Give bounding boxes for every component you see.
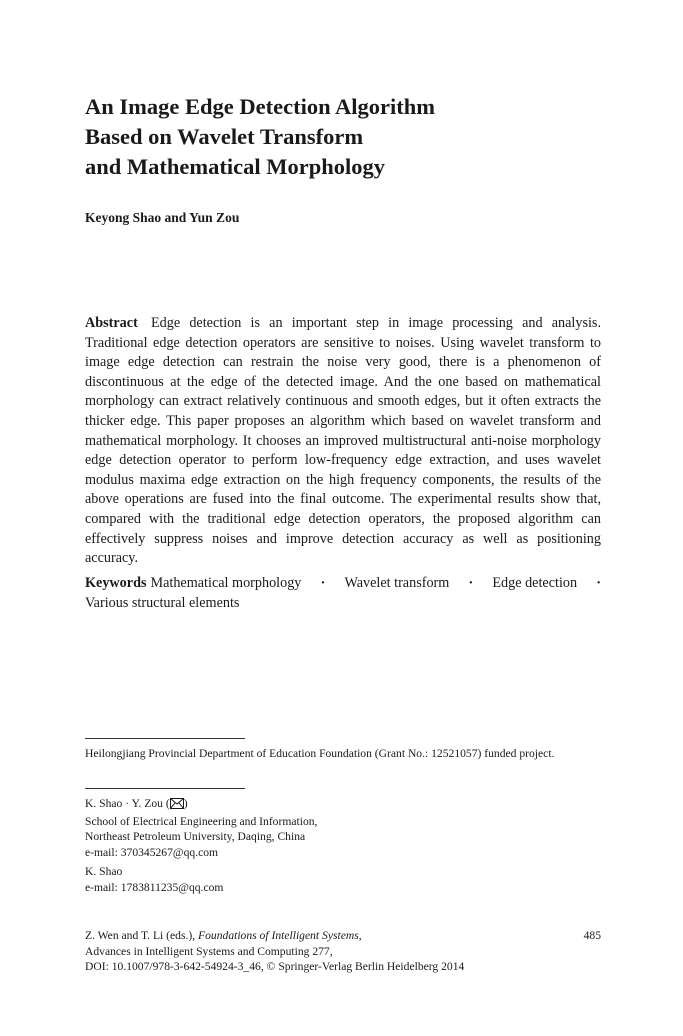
- affiliation-block: [85, 796, 601, 860]
- page-number: 485: [583, 929, 601, 942]
- keyword-separator: ·: [320, 575, 326, 591]
- keyword-item: Various structural elements: [85, 594, 240, 611]
- title-line-3: and Mathematical Morphology: [85, 154, 385, 179]
- authors: Keyong Shao and Yun Zou: [85, 210, 240, 225]
- citation-book: Foundations of Intelligent Systems: [198, 929, 359, 942]
- affiliation-line: School of Electrical Engineering and Information,: [85, 814, 318, 828]
- author-names: K. Shao · Y. Zou (: [85, 797, 170, 810]
- keyword-separator: ·: [468, 575, 474, 591]
- citation-row: [85, 928, 601, 944]
- author-name: K. Shao: [85, 865, 123, 878]
- citation-series: Advances in Intelligent Systems and Computing 277,: [85, 944, 333, 958]
- email: e-mail: 370345267@qq.com: [85, 845, 219, 859]
- citation-block: [85, 928, 601, 975]
- keyword-item: Edge detection: [492, 575, 578, 591]
- abstract-text: Edge detection is an important step in image processing and analysis. Traditional edge detection operators are sensitive to noises. Using wavelet transform to image edge detection can restrain the noise very good, there is a phenomenon of discontinuous at the edge of the detected image. And the one based on mathematical morphology can extract relatively continuous and smooth edges, but it often extracts the thicker edge. This paper proposes an algorithm which based on wavelet transform and mathematical morphology. It chooses an improved multistructural anti-noise morphology edge detection operator to perform low-frequency edge extraction, and uses wavelet modulus maxima edge extraction on the high frequency components, the results of the above operations are fused into the final outcome. The experimental results show that, compared with the traditional edge detection operators, the proposed algorithm can effectively suppress noises and improve detection accuracy as well as positioning accuracy.: [85, 315, 601, 567]
- keyword-separator: ·: [596, 575, 601, 591]
- keywords-row: [85, 574, 601, 594]
- funding-note: Heilongjiang Provincial Department of Education Foundation (Grant No.: 12521057) funded project.: [85, 747, 555, 760]
- abstract: [85, 314, 601, 569]
- citation-doi: DOI: 10.1007/978-3-642-54924-3_46, © Springer-Verlag Berlin Heidelberg 2014: [85, 960, 465, 974]
- affiliation-block-2: [85, 864, 601, 895]
- abstract-label: Abstract: [85, 315, 138, 331]
- keywords: [85, 574, 601, 613]
- envelope-icon: [170, 798, 184, 814]
- footnote-divider: [85, 738, 245, 739]
- citation-editors: Z. Wen and T. Li (eds.),: [85, 929, 199, 942]
- affiliation-divider: [85, 788, 245, 789]
- keywords-label: Keywords: [85, 575, 147, 591]
- keyword-item: Wavelet transform: [344, 575, 450, 591]
- affiliation-names-line: [85, 796, 601, 814]
- keyword-item: Mathematical morphology: [150, 575, 302, 591]
- email: e-mail: 1783811235@qq.com: [85, 880, 224, 894]
- affiliation-line: Northeast Petroleum University, Daqing, China: [85, 830, 306, 844]
- title-line-1: An Image Edge Detection Algorithm: [85, 94, 435, 119]
- paper-title: [85, 92, 605, 182]
- author-names-close: ): [183, 797, 188, 810]
- citation-after-book: ,: [358, 929, 362, 942]
- title-line-2: Based on Wavelet Transform: [85, 124, 364, 149]
